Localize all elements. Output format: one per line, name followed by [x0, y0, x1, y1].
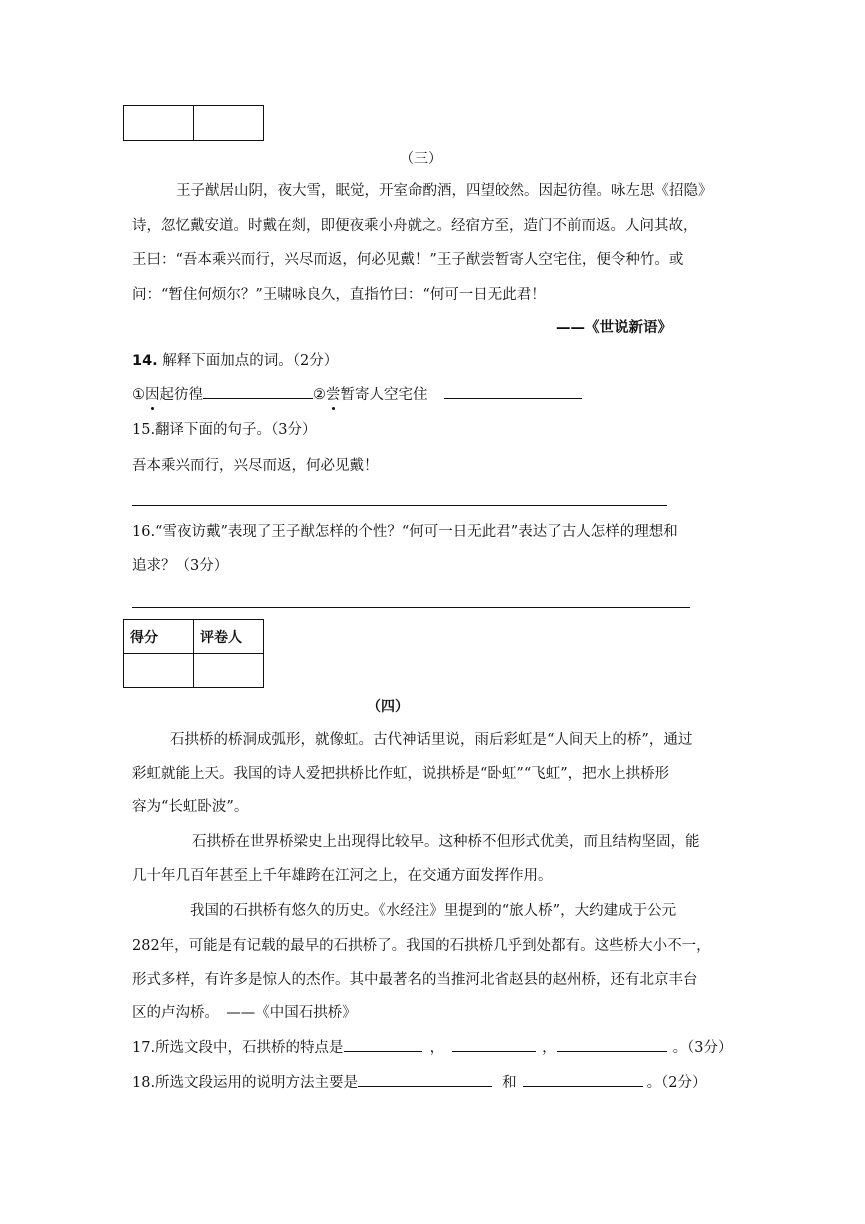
- passage-line: 容为“长虹卧波”。: [132, 799, 249, 815]
- passage-line: 区的卢沟桥。 ——《中国石拱桥》: [132, 1005, 357, 1021]
- separator: ，: [429, 1040, 445, 1056]
- grader-cell[interactable]: [194, 106, 264, 141]
- answer-line[interactable]: [132, 505, 667, 506]
- question-16-line1: 16.“雪夜访戴”表现了王子猷怎样的个性？“何可一日无此君”表达了古人怎样的理想和: [132, 524, 678, 540]
- dotted-word: 因: [145, 387, 160, 403]
- answer-blank[interactable]: [203, 384, 313, 399]
- score-box: [123, 619, 264, 688]
- item-marker: ①: [132, 387, 145, 403]
- question-text: 解释下面加点的词。（2分）: [162, 353, 339, 369]
- question-17: [132, 1037, 733, 1058]
- question-18: [132, 1072, 707, 1093]
- passage-line: 彩虹就能上天。我国的诗人爱把拱桥比作虹，说拱桥是“卧虹”“飞虹”，把水上拱桥形: [132, 766, 670, 782]
- answer-blank[interactable]: [344, 1037, 422, 1052]
- passage-line: 问：“暂住何烦尔？”王啸咏良久，直指竹曰：“何可一日无此君！: [132, 287, 546, 303]
- question-14-items: [132, 384, 582, 405]
- score-cell[interactable]: [124, 106, 194, 141]
- question-number: 14.: [132, 353, 158, 369]
- answer-blank[interactable]: [358, 1072, 492, 1087]
- question-14: [132, 351, 338, 371]
- answer-blank[interactable]: [444, 384, 582, 399]
- item-marker: ②: [313, 387, 326, 403]
- passage-line: 我国的石拱桥有悠久的历史。《水经注》里提到的“旅人桥”，大约建成于公元: [190, 903, 677, 919]
- passage-line: 形式多样，有许多是惊人的杰作。其中最著名的当推河北省赵县的赵州桥，还有北京丰台: [132, 972, 698, 988]
- question-score: 。（2分）: [646, 1075, 707, 1091]
- question-16-line2: 追求？（3分）: [132, 558, 229, 574]
- passage-line: 几十年几百年甚至上千年雄跨在江河之上，在交通方面发挥作用。: [132, 868, 553, 884]
- passage-line: 石拱桥在世界桥梁史上出现得比较早。这种桥不但形式优美，而且结构坚固，能: [192, 834, 700, 850]
- passage-line: 王曰：“吾本乘兴而行，兴尽而返，何必见戴！”王子猷尝暂寄人空宅住，便令种竹。或: [132, 252, 684, 268]
- answer-line[interactable]: [132, 607, 690, 608]
- score-box-top: [123, 105, 264, 141]
- answer-blank[interactable]: [557, 1037, 667, 1052]
- question-text: 17.所选文段中，石拱桥的特点是: [132, 1040, 344, 1056]
- dotted-word: 尝: [326, 387, 341, 403]
- passage-line: 282年，可能是有记载的最早的石拱桥了。我国的石拱桥几乎到处都有。这些桥大小不一，: [132, 938, 711, 954]
- separator: ，: [542, 1040, 557, 1056]
- score-label: 得分: [124, 620, 194, 654]
- passage-line: 石拱桥的桥洞成弧形，就像虹。古代神话里说，雨后彩虹是“人间天上的桥”，通过: [170, 732, 693, 748]
- answer-blank[interactable]: [523, 1072, 643, 1087]
- question-score: 。（3分）: [672, 1040, 733, 1056]
- passage-line: 诗，忽忆戴安道。时戴在剡，即便夜乘小舟就之。经宿方至，造门不前而返。人问其故，: [132, 218, 698, 234]
- question-text: 18.所选文段运用的说明方法主要是: [132, 1075, 359, 1091]
- passage-line: 王子猷居山阴，夜大雪，眠觉，开室命酌酒，四望皎然。因起彷徨。咏左思《招隐》: [176, 183, 713, 199]
- item-text: 暂寄人空宅住: [340, 387, 428, 403]
- score-cell[interactable]: [124, 654, 194, 688]
- section3-heading: （三）: [400, 151, 442, 167]
- separator: 和: [502, 1075, 517, 1091]
- section4-heading: （四）: [367, 699, 409, 715]
- answer-blank[interactable]: [452, 1037, 536, 1052]
- question-15: 15.翻译下面的句子。（3分）: [132, 422, 317, 438]
- grader-cell[interactable]: [194, 654, 264, 688]
- passage-source: ——《世说新语》: [556, 320, 672, 336]
- item-text: 起彷徨: [159, 387, 203, 403]
- grader-label: 评卷人: [194, 620, 264, 654]
- question-15-sentence: 吾本乘兴而行，兴尽而返，何必见戴！: [132, 458, 379, 474]
